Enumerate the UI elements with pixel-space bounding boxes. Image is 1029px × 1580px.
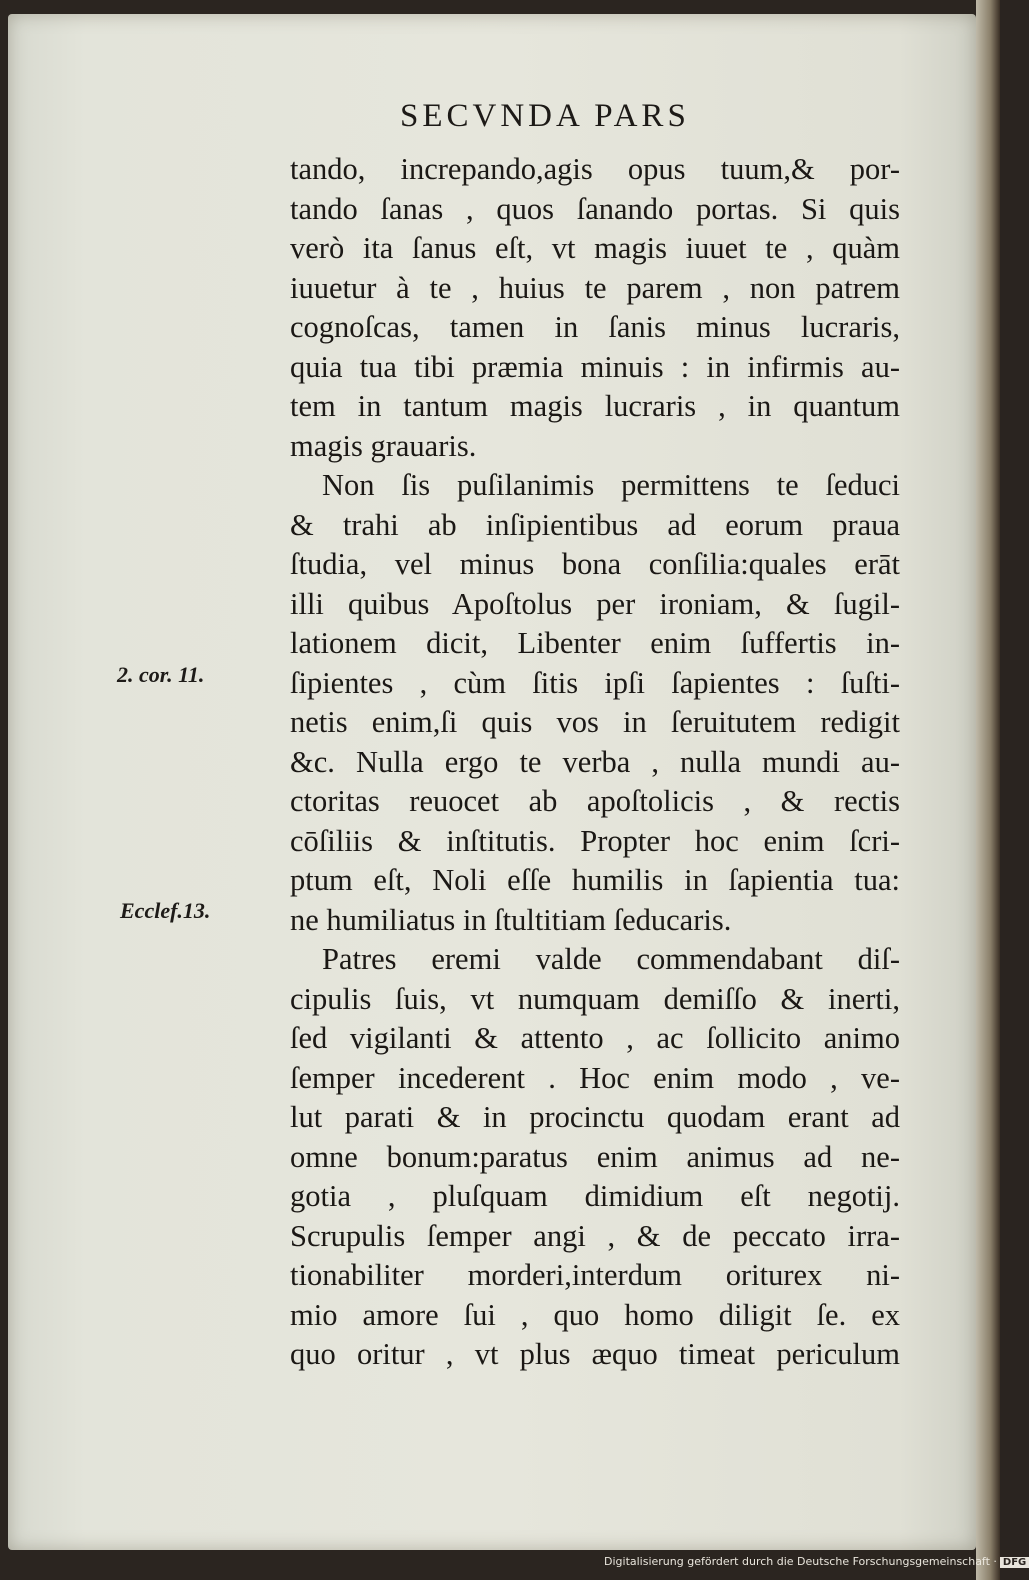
text-line: ctoritas reuocet ab apoſtolicis , & rectis [290,784,900,818]
text-line: quia tua tibi præmia minuis : in infirmis au- [290,349,900,384]
text-line: cōſiliis & inſtitutis. Propter hoc enim ſcri- [290,823,900,858]
text-line: iuuetur à te , huius te parem , non patrem [290,270,900,305]
page-text [290,150,900,1375]
text-line: ſed vigilanti & attento , ac ſollicito animo [290,1021,900,1055]
text-line: Scrupulis ſemper angi , & de peccato irra- [290,1218,900,1253]
text-line: tando ſanas , quos ſanando portas. Si quis [290,191,900,226]
text-line: lationem dicit, Libenter enim ſuffertis in- [290,626,900,660]
text-line: netis enim,ſi quis vos in ſeruitutem redigit [290,705,900,739]
text-line: ptum eſt, Noli eſſe humilis in ſapientia tua: [290,863,900,897]
credit-text: Digitalisierung gefördert durch die Deutsche Forschungsgemeinschaft · [604,1555,997,1568]
text-line: illi quibus Apoſtolus per ironiam, & ſugil- [290,586,900,621]
text-line: omne bonum:paratus enim animus ad ne- [290,1139,900,1174]
text-line: tionabiliter morderi,interdum oriturex ni- [290,1258,900,1292]
dfg-logo: DFG [1000,1557,1029,1568]
digitization-credit [604,1555,1029,1568]
text-line: tem in tantum magis lucraris , in quantum [290,389,900,423]
text-line: verò ita ſanus eſt, vt magis iuuet te , quàm [290,231,900,265]
text-line: ſtudia, vel minus bona conſilia:quales erāt [290,547,900,581]
text-line: ne humiliatus in ſtultitiam ſeducaris. [290,902,732,937]
running-head: SECVNDA PARS [400,98,690,134]
text-line: cipulis ſuis, vt numquam demiſſo & inerti, [290,981,900,1016]
text-line: magis grauaris. [290,428,477,463]
text-line: &c. Nulla ergo te verba , nulla mundi au- [290,744,900,779]
margin-note: Ecclef.13. [120,898,211,923]
text-line: lut parati & in procinctu quodam erant ad [290,1100,900,1134]
text-line: ſemper incederent . Hoc enim modo , ve- [290,1060,900,1095]
text-line: Non ſis puſilanimis permittens te ſeduci [322,468,900,502]
text-line: quo oritur , vt plus æquo timeat periculum [290,1337,900,1371]
text-line: gotia , pluſquam dimidium eſt negotij. [290,1179,900,1213]
text-line: cognoſcas, tamen in ſanis minus lucraris, [290,310,900,344]
text-line: ſipientes , cùm ſitis ipſi ſapientes : ſuſti- [290,665,900,700]
margin-note: 2. cor. 11. [117,662,205,687]
page-edge [976,0,1000,1580]
text-line: & trahi ab inſipientibus ad eorum praua [290,507,900,542]
text-line: tando, increpando,agis opus tuum,& por- [290,152,900,186]
text-line: mio amore ſui , quo homo diligit ſe. ex [290,1297,900,1332]
text-line: Patres eremi valde commendabant diſ- [322,942,900,976]
